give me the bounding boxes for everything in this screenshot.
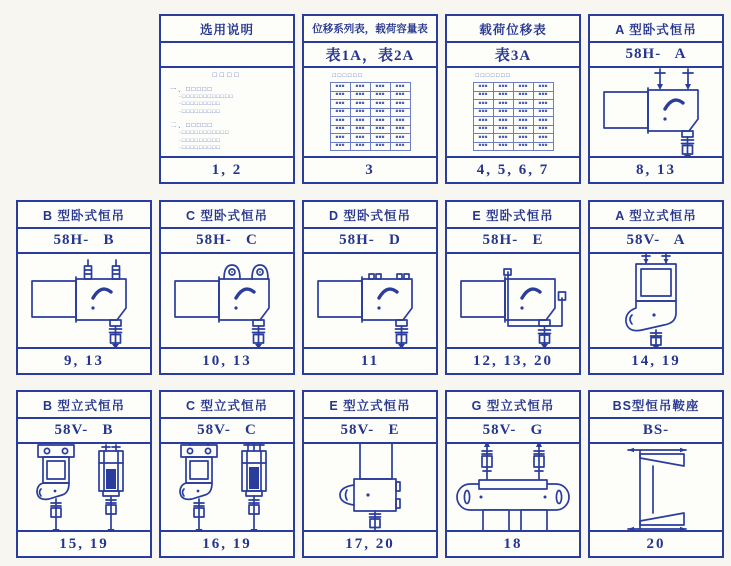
panel-body — [590, 68, 722, 156]
vertical-hanger-type-b-drawing — [22, 444, 146, 530]
mini-table-cell: ▪▪▪ — [390, 134, 410, 143]
mini-table-cell: ▪▪▪ — [350, 134, 370, 143]
panel-title: E 型卧式恒吊 — [447, 202, 579, 229]
panel-body — [447, 254, 579, 347]
mini-table-cell: ▪▪▪ — [533, 91, 553, 100]
panel-title: 选用说明 — [161, 16, 293, 43]
panel-displacement-series-table — [302, 14, 438, 184]
panel-title: BS型恒吊鞍座 — [590, 392, 722, 419]
mini-table-cell: ▪▪▪ — [330, 142, 350, 151]
mini-table-cell: ▪▪▪ — [473, 142, 493, 151]
horizontal-hanger-type-b-drawing — [22, 254, 146, 347]
panel-horizontal-hanger-b — [16, 200, 152, 375]
panel-title: C 型卧式恒吊 — [161, 202, 293, 229]
mini-table-cell: ▪▪▪ — [370, 117, 390, 126]
panel-horizontal-hanger-a — [588, 14, 724, 184]
mini-table-cell: ▪▪▪ — [493, 91, 513, 100]
mini-table-cell: ▪▪▪ — [473, 134, 493, 143]
mini-table-cell: ▪▪▪ — [473, 91, 493, 100]
panel-model: 58V- E — [304, 419, 436, 444]
panel-model: 表3A — [447, 43, 579, 68]
panel-body — [447, 68, 579, 156]
mini-table-cell: ▪▪▪ — [513, 125, 533, 134]
mini-table-cell: ▪▪▪ — [390, 117, 410, 126]
panel-body — [161, 254, 293, 347]
horizontal-hanger-type-d-drawing — [308, 254, 432, 347]
panel-model: 58H- B — [18, 229, 150, 254]
panel-model: 58H- C — [161, 229, 293, 254]
panel-title: 位移系列表，载荷容量表 — [304, 16, 436, 43]
mini-table-cell: ▪▪▪ — [473, 83, 493, 92]
panel-model: 58V- B — [18, 419, 150, 444]
panel-model — [161, 43, 293, 68]
mini-table-cell: ▪▪▪ — [493, 134, 513, 143]
mini-table-cell: ▪▪▪ — [390, 142, 410, 151]
mini-table-cell: ▪▪▪ — [350, 117, 370, 126]
mini-table-cell: ▪▪▪ — [370, 142, 390, 151]
mini-table-cell: ▪▪▪ — [533, 134, 553, 143]
mini-table-cell: ▪▪▪ — [370, 108, 390, 117]
panel-model: 58H- D — [304, 229, 436, 254]
mini-table-cell: ▪▪▪ — [513, 83, 533, 92]
mini-table-cell: ▪▪▪ — [533, 100, 553, 109]
panel-title: B 型卧式恒吊 — [18, 202, 150, 229]
mini-table-cell: ▪▪▪ — [513, 108, 533, 117]
panel-body — [161, 444, 293, 530]
panel-pages: 3 — [304, 156, 436, 182]
mini-table-figure — [473, 73, 554, 151]
panel-pages: 17, 20 — [304, 530, 436, 556]
panel-body — [304, 254, 436, 347]
panel-model: 58H- A — [590, 43, 722, 68]
panel-pages: 4, 5, 6, 7 — [447, 156, 579, 182]
panel-pages: 20 — [590, 530, 722, 556]
mini-table-cell: ▪▪▪ — [533, 142, 553, 151]
mini-table-cell: ▪▪▪ — [350, 100, 370, 109]
panel-model: 58V- G — [447, 419, 579, 444]
panel-bs-saddle — [588, 390, 724, 558]
panel-body — [161, 68, 293, 156]
panel-pages: 1, 2 — [161, 156, 293, 182]
panel-pages: 10, 13 — [161, 347, 293, 373]
mini-table-cell: ▪▪▪ — [493, 142, 513, 151]
mini-table-caption: □□□□□□ — [332, 73, 364, 79]
horizontal-hanger-type-e-drawing — [451, 254, 575, 347]
bs-saddle-drawing — [594, 444, 718, 530]
vertical-hanger-type-e-drawing — [308, 444, 432, 530]
mini-table-cell: ▪▪▪ — [330, 83, 350, 92]
panel-pages: 16, 19 — [161, 530, 293, 556]
mini-table-cell: ▪▪▪ — [513, 134, 533, 143]
mini-table-cell: ▪▪▪ — [493, 125, 513, 134]
panel-title: D 型卧式恒吊 — [304, 202, 436, 229]
panel-body — [18, 444, 150, 530]
mini-table-cell: ▪▪▪ — [513, 142, 533, 151]
mini-table-cell: ▪▪▪ — [350, 91, 370, 100]
panel-pages: 18 — [447, 530, 579, 556]
horizontal-hanger-type-a-drawing — [594, 68, 718, 156]
panel-model: 58V- C — [161, 419, 293, 444]
mini-table-cell: ▪▪▪ — [330, 108, 350, 117]
mini-table-cell: ▪▪▪ — [370, 83, 390, 92]
panel-vertical-hanger-c — [159, 390, 295, 558]
mini-table-cell: ▪▪▪ — [370, 125, 390, 134]
panel-vertical-hanger-b — [16, 390, 152, 558]
panel-model: 58H- E — [447, 229, 579, 254]
mini-table-cell: ▪▪▪ — [513, 91, 533, 100]
panel-title: G 型立式恒吊 — [447, 392, 579, 419]
panel-pages: 9, 13 — [18, 347, 150, 373]
panel-title: A 型立式恒吊 — [590, 202, 722, 229]
mini-table-figure — [330, 73, 411, 151]
mini-table-cell: ▪▪▪ — [330, 100, 350, 109]
mini-table-cell: ▪▪▪ — [533, 83, 553, 92]
panel-title: A 型卧式恒吊 — [590, 16, 722, 43]
panel-load-displacement-table — [445, 14, 581, 184]
mini-table-cell: ▪▪▪ — [350, 83, 370, 92]
mini-table-cell: ▪▪▪ — [330, 117, 350, 126]
mini-table-cell: ▪▪▪ — [370, 91, 390, 100]
panel-vertical-hanger-e — [302, 390, 438, 558]
mini-table-cell: ▪▪▪ — [390, 91, 410, 100]
panel-model: 表1A，表2A — [304, 43, 436, 68]
panel-selection-notes — [159, 14, 295, 184]
mini-table-cell: ▪▪▪ — [350, 108, 370, 117]
mini-table — [330, 82, 411, 151]
horizontal-hanger-type-c-drawing — [165, 254, 289, 347]
mini-table-cell: ▪▪▪ — [370, 100, 390, 109]
panel-horizontal-hanger-d — [302, 200, 438, 375]
mini-table-cell: ▪▪▪ — [390, 100, 410, 109]
mini-table-cell: ▪▪▪ — [513, 117, 533, 126]
mini-table-cell: ▪▪▪ — [390, 125, 410, 134]
panel-title: 载荷位移表 — [447, 16, 579, 43]
illegible-notes-text: □□□□ 一、□□□□□ ·□□□□□□□□□□□□ ·□□□□□□□□□ ·□□□□□□□□□ 二、□□□□□ ·□□□□□□□□□□□ ·□□□□□□□□□ ·□□□□□□□□□ — [170, 71, 242, 151]
panel-pages: 15, 19 — [18, 530, 150, 556]
mini-table-cell: ▪▪▪ — [533, 117, 553, 126]
mini-table-cell: ▪▪▪ — [493, 108, 513, 117]
mini-table-cell: ▪▪▪ — [473, 108, 493, 117]
panel-pages: 14, 19 — [590, 347, 722, 373]
panel-pages: 11 — [304, 347, 436, 373]
mini-table-cell: ▪▪▪ — [493, 83, 513, 92]
panel-vertical-hanger-a — [588, 200, 724, 375]
mini-table-cell: ▪▪▪ — [473, 100, 493, 109]
mini-table-cell: ▪▪▪ — [330, 134, 350, 143]
mini-table-cell: ▪▪▪ — [330, 125, 350, 134]
mini-table-cell: ▪▪▪ — [390, 83, 410, 92]
panel-title: C 型立式恒吊 — [161, 392, 293, 419]
mini-table — [473, 82, 554, 151]
mini-table-cell: ▪▪▪ — [350, 142, 370, 151]
panel-model: BS- — [590, 419, 722, 444]
panel-title: E 型立式恒吊 — [304, 392, 436, 419]
panel-pages: 8, 13 — [590, 156, 722, 182]
panel-pages: 12, 13, 20 — [447, 347, 579, 373]
mini-table-caption: □□□□□□□ — [475, 73, 512, 79]
panel-body — [590, 254, 722, 347]
panel-body — [590, 444, 722, 530]
vertical-hanger-type-c-drawing — [165, 444, 289, 530]
panel-title: B 型立式恒吊 — [18, 392, 150, 419]
panel-vertical-hanger-g — [445, 390, 581, 558]
panel-body — [18, 254, 150, 347]
panel-body — [447, 444, 579, 530]
mini-table-cell: ▪▪▪ — [493, 100, 513, 109]
mini-table-cell: ▪▪▪ — [493, 117, 513, 126]
panel-body — [304, 444, 436, 530]
mini-table-cell: ▪▪▪ — [390, 108, 410, 117]
mini-table-cell: ▪▪▪ — [473, 125, 493, 134]
mini-table-cell: ▪▪▪ — [533, 125, 553, 134]
mini-table-cell: ▪▪▪ — [370, 134, 390, 143]
mini-table-cell: ▪▪▪ — [350, 125, 370, 134]
panel-horizontal-hanger-e — [445, 200, 581, 375]
panel-model: 58V- A — [590, 229, 722, 254]
vertical-hanger-type-g-drawing — [451, 444, 575, 530]
vertical-hanger-type-a-drawing — [594, 254, 718, 347]
mini-table-cell: ▪▪▪ — [533, 108, 553, 117]
mini-table-cell: ▪▪▪ — [330, 91, 350, 100]
panel-horizontal-hanger-c — [159, 200, 295, 375]
mini-table-cell: ▪▪▪ — [513, 100, 533, 109]
mini-table-cell: ▪▪▪ — [473, 117, 493, 126]
panel-body — [304, 68, 436, 156]
